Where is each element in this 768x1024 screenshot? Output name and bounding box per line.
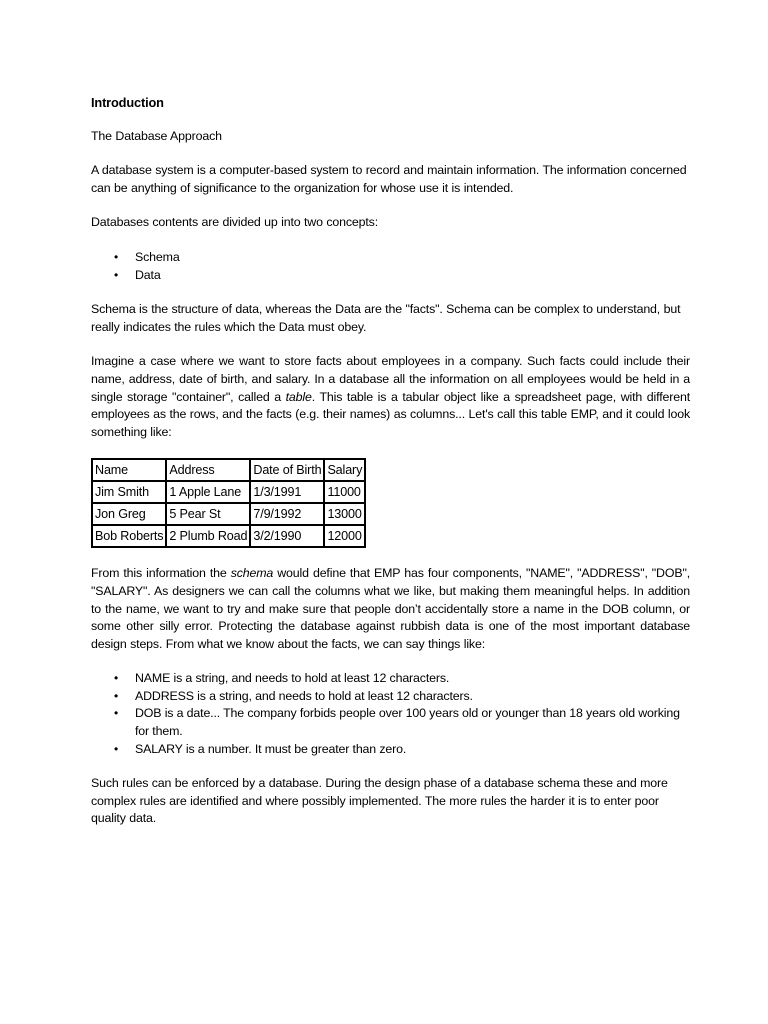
rules-list <box>91 670 690 758</box>
list-item-label: SALARY is a number. It must be greater than zero. <box>135 741 407 756</box>
list-item-label: DOB is a date... The company forbids people over 100 years old or younger than 18 years old working for them. <box>135 706 680 739</box>
bullet-icon: • <box>114 267 119 282</box>
emphasis-text: schema <box>230 566 274 581</box>
table-cell: 13000 <box>324 503 365 525</box>
list-item-label: ADDRESS is a string, and needs to hold at least 12 characters. <box>135 688 473 703</box>
list-item <box>91 267 690 285</box>
bullet-icon: • <box>114 706 119 721</box>
text-run: From this information the <box>91 566 231 581</box>
table-row <box>92 503 365 525</box>
column-header: Salary <box>324 459 365 481</box>
table-row <box>92 525 365 547</box>
column-header: Address <box>166 459 250 481</box>
list-item <box>91 741 690 759</box>
text-run: Imagine a case where we want to store facts about employees in a company. Such facts could include their name, address, date of birth, and salary. In a database all the information on all employees would be held in a single storage "container", called a <box>91 354 690 404</box>
section-heading: Introduction <box>91 95 164 110</box>
emp-table <box>91 458 366 548</box>
table-cell: 7/9/1992 <box>250 503 324 525</box>
paragraph-schema-rules <box>91 565 690 653</box>
paragraph-concepts-intro: Databases contents are divided up into two concepts: <box>91 215 379 230</box>
paragraph-definition: A database system is a computer-based system to record and maintain information. The information concerned can be anything of significance to the organization for whose use it is intended. <box>91 163 687 195</box>
bullet-icon: • <box>114 671 119 686</box>
table-cell: Jon Greg <box>92 503 166 525</box>
table-cell: 3/2/1990 <box>250 525 324 547</box>
column-header: Name <box>92 459 166 481</box>
table-cell: 1 Apple Lane <box>166 481 250 503</box>
table-cell: 12000 <box>324 525 365 547</box>
text-run: . This table is a tabular object like a spreadsheet page, with different employees as the rows, and the facts (e.g. their names) as columns... Let's call this table EMP, and it could look something like: <box>91 389 691 439</box>
list-item-label: Data <box>135 267 161 282</box>
bullet-icon: • <box>114 688 119 703</box>
table-header-row <box>92 459 365 481</box>
subheading: The Database Approach <box>91 128 222 143</box>
paragraph-schema: Schema is the structure of data, whereas the Data are the "facts". Schema can be complex to understand, but really indicates the rules which the Data must obey. <box>91 302 681 334</box>
concepts-list <box>91 249 690 284</box>
table-cell: 1/3/1991 <box>250 481 324 503</box>
table-cell: 5 Pear St <box>166 503 250 525</box>
table-cell: 2 Plumb Road <box>166 525 250 547</box>
list-item <box>91 249 690 267</box>
list-item <box>91 705 690 740</box>
table-cell: 11000 <box>324 481 365 503</box>
paragraph-table-intro <box>91 353 690 441</box>
list-item <box>91 688 690 706</box>
list-item-label: Schema <box>135 249 180 264</box>
list-item-label: NAME is a string, and needs to hold at least 12 characters. <box>135 671 450 686</box>
column-header: Date of Birth <box>250 459 324 481</box>
table-row <box>92 481 365 503</box>
emphasis-text: table <box>285 389 312 404</box>
bullet-icon: • <box>114 249 119 264</box>
list-item <box>91 670 690 688</box>
text-run: would define that EMP has four components, "NAME", "ADDRESS", "DOB", "SALARY". As designers we can call the columns what we like, but making them meaningful helps. In addition to the name, we want to try and make sure that people don’t accidentally store a name in the DOB column, or some other silly error. Protecting the database against rubbish data is one of the most important database design steps. From what we know about the facts, we can say things like: <box>91 566 690 651</box>
table-cell: Jim Smith <box>92 481 166 503</box>
bullet-icon: • <box>114 741 119 756</box>
table-cell: Bob Roberts <box>92 525 166 547</box>
paragraph-conclusion: Such rules can be enforced by a database. During the design phase of a database schema these and more complex rules are identified and where possibly implemented. The more rules the harder it is to enter poor quality data. <box>91 776 668 826</box>
